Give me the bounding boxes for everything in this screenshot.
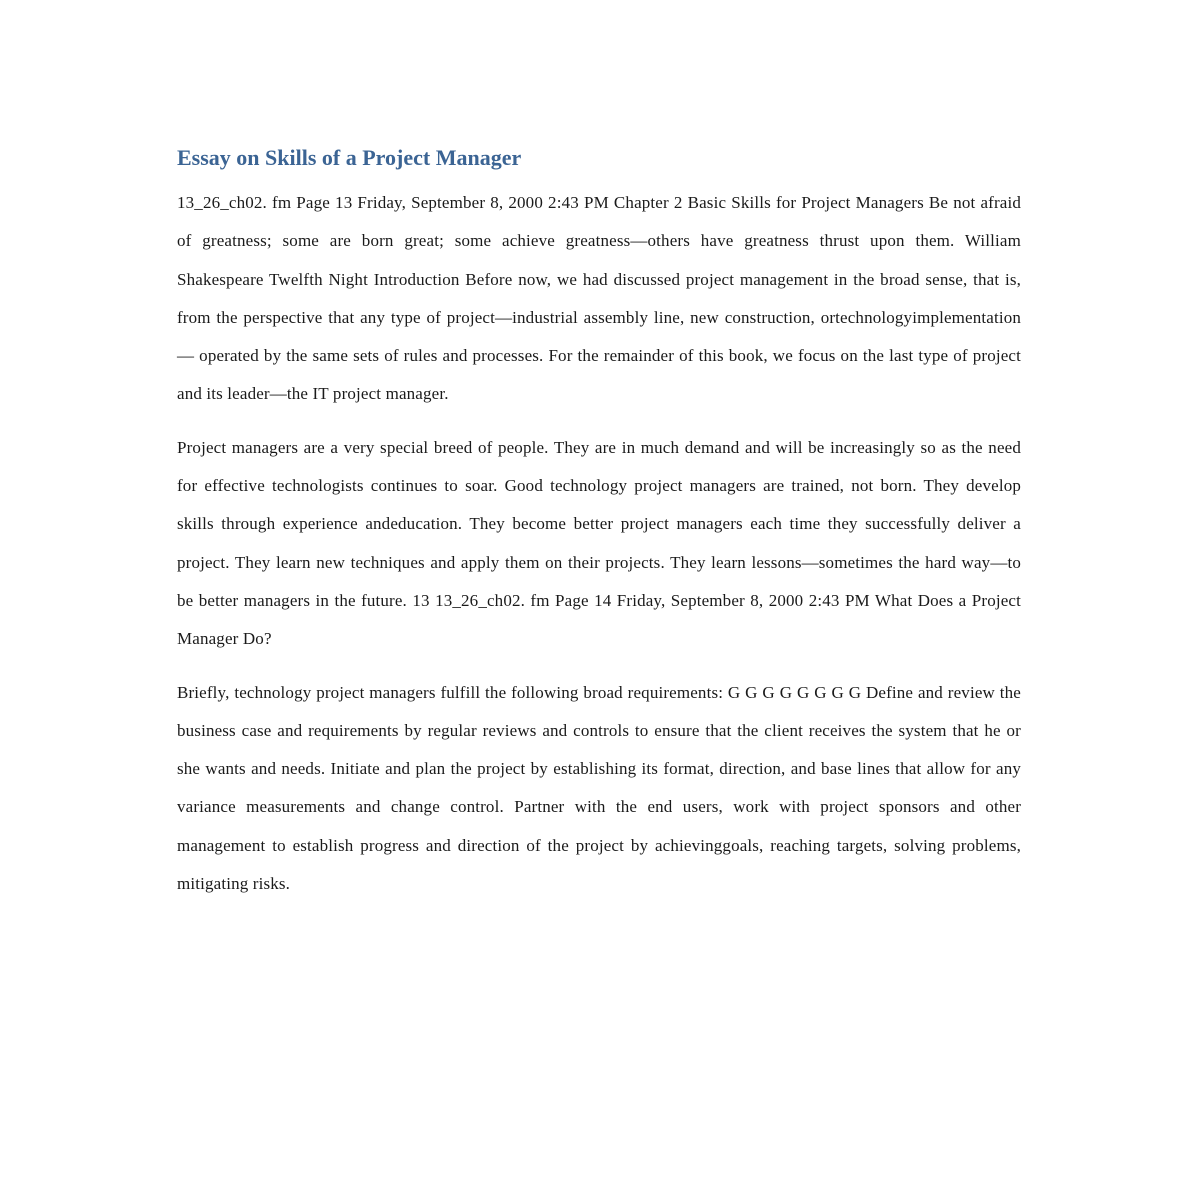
- paragraph-introduction: 13_26_ch02. fm Page 13 Friday, September 8, 2000 2:43 PM Chapter 2 Basic Skills for Project Managers Be not afraid of greatness; some are born great; some achieve greatness—others have greatness thrust upon them. William Shakespeare Twelfth Night Introduction Before now, we had discussed project management in the broad sense, that is, from the perspective that any type of project—industrial assembly line, new construction, ortechnologyimplementation— operated by the same sets of rules and processes. For the remainder of this book, we focus on the last type of project and its leader—the IT project manager.: [177, 193, 1021, 404]
- paragraph-project-managers: Project managers are a very special breed of people. They are in much demand and will be increasingly so as the need for effective technologists continues to soar. Good technology project managers are trained, not born. They develop skills through experience andeducation. They become better project managers each time they successfully deliver a project. They learn new techniques and apply them on their projects. They learn lessons—sometimes the hard way—to be better managers in the future. 13 13_26_ch02. fm Page 14 Friday, September 8, 2000 2:43 PM What Does a Project Manager Do?: [177, 437, 1021, 649]
- document-page: [177, 143, 1021, 918]
- document-title: Essay on Skills of a Project Manager: [177, 145, 522, 170]
- paragraph-requirements: Briefly, technology project managers fulfill the following broad requirements: G G G G G G G G Define and review the business case and requirements by regular reviews and controls to ensure that the client receives the system that he or she wants and needs. Initiate and plan the project by establishing its format, direction, and base lines that allow for any variance measurements and change control. Partner with the end users, work with project sponsors and other management to establish progress and direction of the project by achievinggoals, reaching targets, solving problems, mitigating risks.: [177, 682, 1021, 894]
